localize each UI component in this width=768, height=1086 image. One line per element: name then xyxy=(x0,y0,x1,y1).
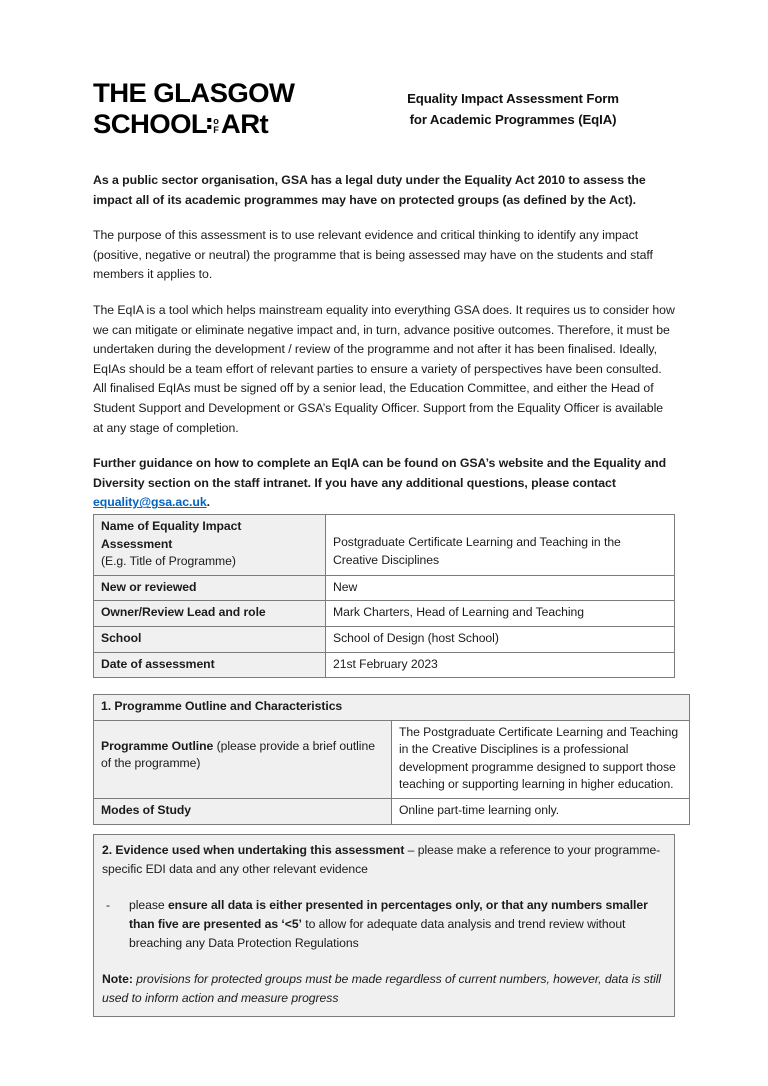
section-heading-programme-outline: 1. Programme Outline and Characteristics xyxy=(94,695,690,721)
evidence-note xyxy=(102,970,666,1008)
intro-paragraph-purpose: The purpose of this assessment is to use relevant evidence and critical thinking to identify any impact (positive, negative or neutral) the programme that is being assessed may have on the students and staff members it applies to. xyxy=(93,228,653,282)
logo-school-word: SCHOOL xyxy=(93,109,208,139)
document-header xyxy=(93,78,675,140)
evidence-section-box xyxy=(93,834,675,1017)
label-programme-outline-normal: (please provide a brief outline of the programme) xyxy=(101,738,375,771)
intro-paragraph-guidance xyxy=(93,454,675,513)
table-row xyxy=(94,515,675,576)
cell-value-date-of-assessment[interactable]: 21st February 2023 xyxy=(326,652,675,678)
evidence-heading-bold: 2. Evidence used when undertaking this assessment xyxy=(102,843,405,857)
bullet-dash-icon: - xyxy=(106,898,111,912)
table-row xyxy=(94,601,675,627)
evidence-spacer-two xyxy=(102,953,666,970)
label-programme-outline-bold: Programme Outline xyxy=(101,738,214,753)
gsa-logo xyxy=(93,78,351,138)
cell-value-programme-outline[interactable]: The Postgraduate Certificate Learning and Teaching in the Creative Disciplines is a professional development programme designed to support those teaching or supporting learning in higher education. xyxy=(392,720,690,798)
document-title-line-two: for Academic Programmes (EqIA) xyxy=(409,112,617,127)
logo-colon-icon xyxy=(207,117,211,131)
assessment-identity-table xyxy=(93,514,675,678)
table-row xyxy=(94,798,690,824)
cell-label-owner-review-lead: Owner/Review Lead and role xyxy=(94,601,326,627)
cell-label-date-of-assessment: Date of assessment xyxy=(94,652,326,678)
programme-title-value: Postgraduate Certificate Learning and Teaching in the Creative Disciplines xyxy=(333,535,621,567)
bullet-tail-text: to allow for adequate data analysis and trend review without breaching any Data Protection Regulations xyxy=(129,917,626,950)
evidence-note-text: provisions for protected groups must be made regardless of current numbers, however, data is still used to inform action and measure progress xyxy=(102,972,662,1005)
guidance-text-lead: Further guidance on how to complete an EqIA can be found on GSA’s website and the Equality and Diversity section on the staff intranet. If you have any additional questions, please contact xyxy=(93,456,667,490)
cell-value-new-or-reviewed[interactable]: New xyxy=(326,575,675,601)
cell-label-modes-of-study: Modes of Study xyxy=(94,798,392,824)
evidence-bullet-item xyxy=(102,896,666,953)
cell-label-name-of-eqia xyxy=(94,515,326,576)
logo-of-stack xyxy=(213,117,219,135)
label-line-three: (E.g. Title of Programme) xyxy=(101,554,236,569)
cell-label-programme-outline xyxy=(94,720,392,798)
intro-paragraph-duty: As a public sector organisation, GSA has a legal duty under the Equality Act 2010 to assess the impact all of its academic programmes may have on protected groups (as defined by the Act). xyxy=(93,173,646,207)
programme-outline-table xyxy=(93,694,690,825)
label-line-one: Name of Equality Impact xyxy=(101,519,242,533)
document-title xyxy=(351,78,675,130)
logo-art-word: ARt xyxy=(220,109,269,139)
table-row xyxy=(94,575,675,601)
cell-value-owner-review-lead[interactable]: Mark Charters, Head of Learning and Teaching xyxy=(326,601,675,627)
evidence-spacer xyxy=(102,879,666,896)
intro-paragraph-tool: The EqIA is a tool which helps mainstream equality into everything GSA does. It requires us to consider how we can mitigate or eliminate negative impact and, in turn, advance positive outcomes. Therefore, it must be undertaken during the development / review of the programme and not after it has been finalised. Ideally, EqIAs should be a team effort of relevant parties to ensure a variety of perspectives have been consulted. All finalised EqIAs must be signed off by a senior lead, the Education Committee, and either the Head of Student Support and Development or GSA’s Equality Officer. Support from the Equality Officer is available at any stage of completion. xyxy=(93,302,675,435)
bullet-bold-text: ensure all data is either presented in percentages only, or that any numbers smaller than five are presented as ‘<5’ xyxy=(129,898,648,931)
guidance-text-tail: . xyxy=(206,495,210,510)
evidence-bullet-text xyxy=(129,896,666,953)
logo-of-f: F xyxy=(213,124,219,135)
bullet-lead-text: please xyxy=(129,898,168,912)
table-row xyxy=(94,695,690,721)
label-programme-outline-wrap xyxy=(101,724,385,773)
evidence-heading xyxy=(102,841,666,879)
table-row xyxy=(94,652,675,678)
label-line-two: Assessment xyxy=(101,536,173,551)
logo-line-two xyxy=(93,111,356,138)
document-title-line-one: Equality Impact Assessment Form xyxy=(407,91,619,106)
cell-value-programme-title[interactable] xyxy=(326,515,675,576)
equality-email-link[interactable]: equality@gsa.ac.uk xyxy=(93,495,207,510)
table-row xyxy=(94,626,675,652)
evidence-note-label: Note: xyxy=(102,972,133,986)
introduction-section xyxy=(93,171,675,528)
cell-label-new-or-reviewed: New or reviewed xyxy=(94,575,326,601)
logo-of-o: o xyxy=(213,115,219,126)
cell-value-school[interactable]: School of Design (host School) xyxy=(326,626,675,652)
table-row xyxy=(94,720,690,798)
evidence-heading-rest: – please make a reference to your programme-specific EDI data and any other relevant evidence xyxy=(102,843,661,876)
cell-value-modes-of-study[interactable]: Online part-time learning only. xyxy=(392,798,690,824)
logo-line-one: THE GLASGOW xyxy=(93,78,295,108)
cell-label-school: School xyxy=(94,626,326,652)
